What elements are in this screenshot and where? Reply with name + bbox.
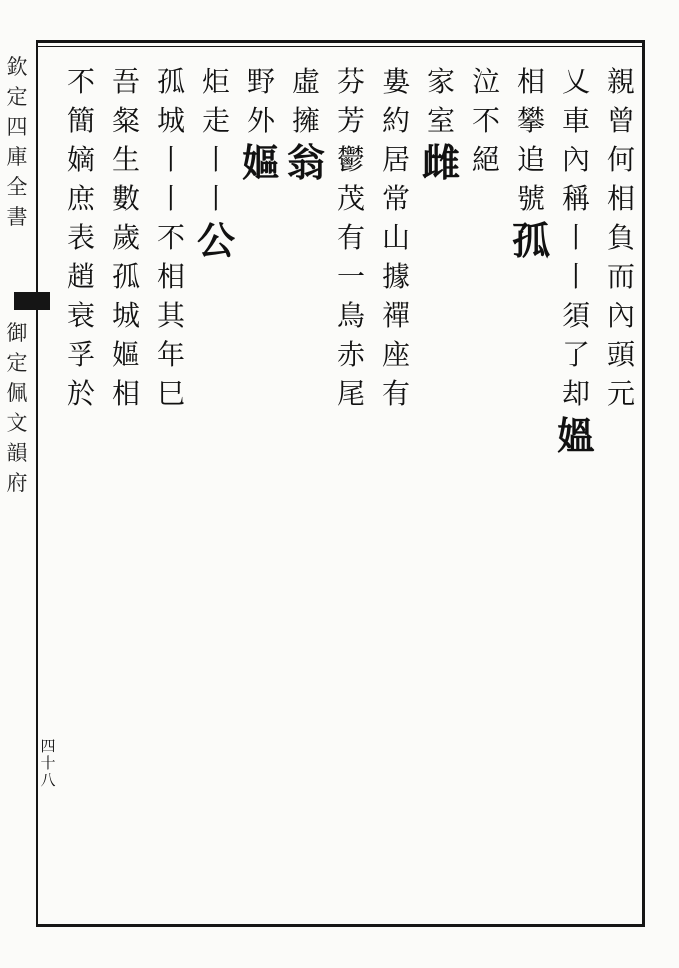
text-column-3 <box>508 62 554 912</box>
body-text: 室 <box>426 104 455 137</box>
page-folio-number: 四 十 八 <box>40 737 56 789</box>
frame-left-rule <box>36 40 38 927</box>
headword: 孤 <box>511 218 550 263</box>
text-column-8 <box>283 62 329 912</box>
body-text: 婁 約 居 常 山 據 禪 座 有 <box>381 65 410 410</box>
body-text: 親 曾 何 相 負 而 內 頭 元 <box>606 65 635 410</box>
text-column-6 <box>373 62 419 912</box>
body-text: 炬 走 丨 丨 <box>201 65 230 215</box>
body-text: 不 簡 嫡 庶 表 趙 衰 孚 於 <box>66 65 95 410</box>
gutter-title: 欽 定 四 庫 全 書 <box>6 55 28 229</box>
text-column-1 <box>598 62 644 912</box>
frame-top-rule <box>36 40 644 43</box>
body-text: 孤 城 丨 丨 不 相 其 年 巳 <box>156 65 185 410</box>
body-text: 芬 芳 鬱 茂 有 一 鳥 赤 尾 <box>336 65 365 410</box>
gutter-subtitle: 御 定 佩 文 韻 府 <box>6 321 28 495</box>
body-text: 虛 擁 <box>291 65 320 137</box>
gutter-black-tab <box>14 292 50 310</box>
body-text: 相 攀 追 號 <box>516 65 545 215</box>
text-column-7 <box>328 62 374 912</box>
text-column-12 <box>103 62 149 912</box>
body-text: 乂 車 內 稱 丨 丨 須 了 却 <box>561 65 590 410</box>
frame-top-inner-rule <box>36 46 644 47</box>
text-column-9 <box>238 62 284 912</box>
body-text: 泣 不 絕 <box>471 65 500 176</box>
text-column-13 <box>58 62 104 912</box>
headword: 媼 <box>556 413 595 458</box>
headword: 嫗 <box>241 140 280 185</box>
text-column-5 <box>418 62 464 912</box>
headword: 公 <box>196 218 235 263</box>
headword: 翁 <box>286 140 325 185</box>
text-column-4 <box>463 62 509 912</box>
body-text: 家 <box>426 65 455 98</box>
body-text: 野 外 <box>246 65 275 137</box>
frame-bottom-rule <box>36 924 644 927</box>
text-column-10 <box>193 62 239 912</box>
text-column-11 <box>148 62 194 912</box>
headword: 雌 <box>421 140 460 185</box>
text-column-2 <box>553 62 599 912</box>
body-text: 吾 粲 生 數 歲 孤 城 嫗 相 <box>111 65 140 410</box>
